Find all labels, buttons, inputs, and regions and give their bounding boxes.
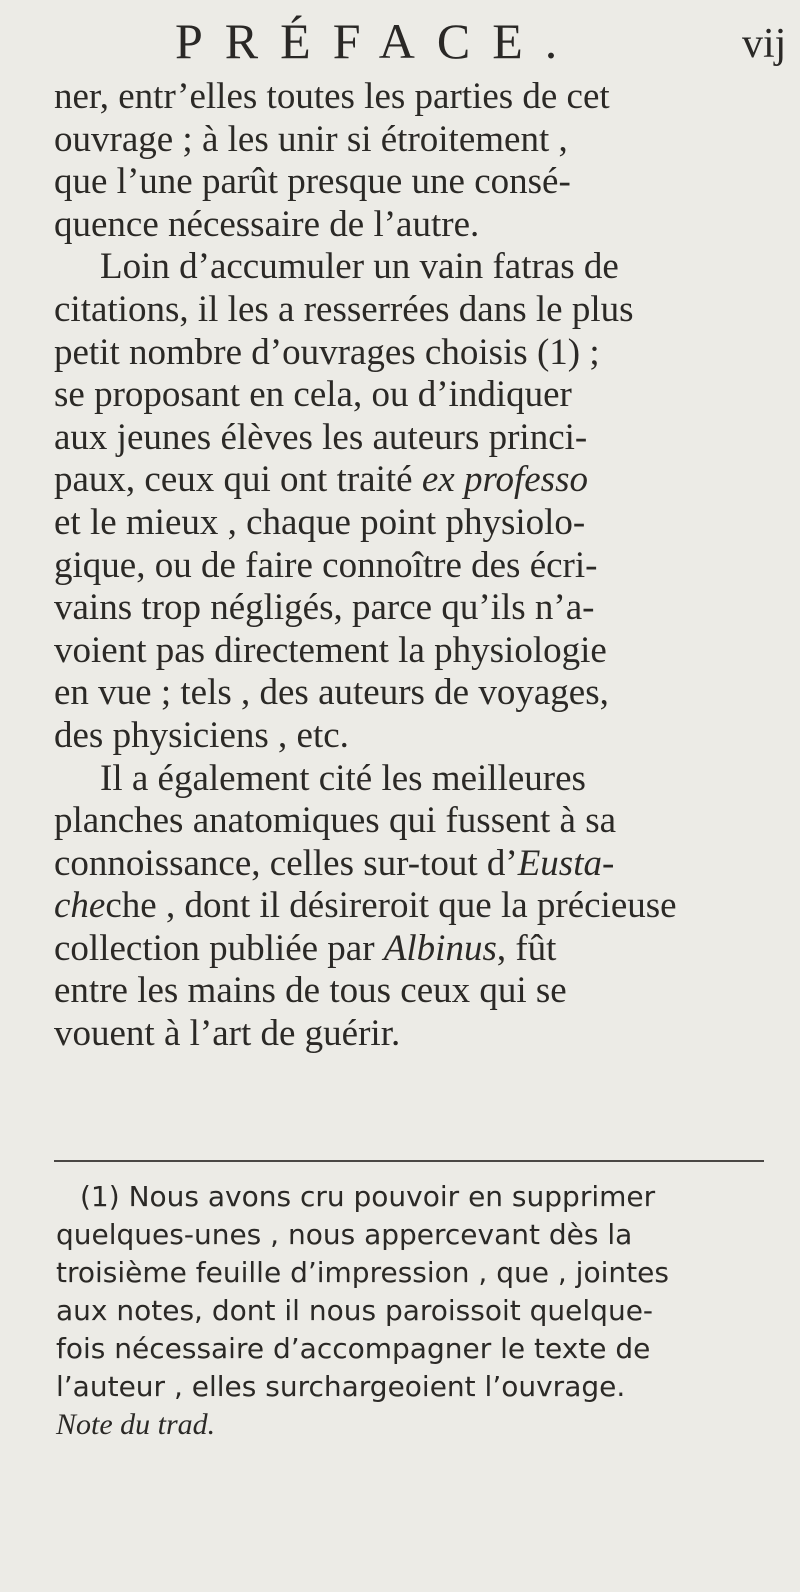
text-segment: paux, ceux qui ont traité: [54, 459, 413, 501]
footnote-line: aux notes, dont il nous paroissoit quelque-: [56, 1294, 654, 1327]
text-segment: collection publiée par: [54, 927, 375, 969]
text-line: [54, 928, 790, 971]
text-line: vouent à l’art de guérir.: [54, 1013, 401, 1055]
text-line: voient pas directement la physiologie: [54, 629, 607, 671]
italic-name: Albinus: [383, 927, 497, 969]
text-segment: che , dont il désireroit que la précieuse: [105, 885, 677, 927]
text-line: que l’une parût presque une consé-: [54, 161, 571, 203]
text-line: aux jeunes élèves les auteurs princi-: [54, 416, 588, 458]
footnote-line: (1) Nous avons cru pouvoir en supprimer: [80, 1180, 656, 1213]
text-line: entre les mains de tous ceux qui se: [54, 970, 567, 1012]
italic-phrase: ex professo: [421, 459, 588, 501]
text-line: planches anatomiques qui fussent à sa: [54, 800, 617, 842]
page-header: [0, 12, 800, 72]
text-line: gique, ou de faire connoître des écri-: [54, 544, 598, 586]
footnote-line: l’auteur , elles surchargeoient l’ouvrage.: [56, 1370, 626, 1403]
translator-note-label: Note du trad.: [56, 1408, 216, 1441]
text-line: Il a également cité les meilleures: [100, 757, 586, 799]
footnote-divider: [54, 1160, 764, 1162]
text-line: en vue ; tels , des auteurs de voyages,: [54, 672, 609, 714]
text-line: [54, 459, 790, 502]
text-segment: connoissance, celles sur-tout d’: [54, 842, 518, 884]
text-line: [54, 843, 790, 886]
page-number: vij: [742, 21, 787, 67]
footnote-line: quelques-unes , nous appercevant dès la: [56, 1218, 633, 1251]
italic-name: che: [54, 885, 106, 927]
footnote-line: troisième feuille d’impression , que , jointes: [56, 1256, 669, 1289]
text-line: ner, entr’elles toutes les parties de cet: [54, 76, 610, 117]
text-line: quence nécessaire de l’autre.: [54, 203, 480, 245]
text-line: vains trop négligés, parce qu’ils n’a-: [54, 587, 595, 629]
text-line: Loin d’accumuler un vain fatras de: [100, 246, 619, 288]
text-line: et le mieux , chaque point physiolo-: [54, 501, 586, 543]
text-line: [54, 885, 790, 928]
footnote: [56, 1178, 792, 1444]
text-line: ouvrage ; à les unir si étroitement ,: [54, 118, 568, 160]
text-line: des physiciens , etc.: [54, 714, 349, 756]
footnote-line: fois nécessaire d’accompagner le texte de: [56, 1332, 651, 1365]
text-line: petit nombre d’ouvrages choisis (1) ;: [54, 331, 600, 373]
italic-name: Eusta-: [517, 842, 615, 884]
running-title: PRÉFACE.: [175, 13, 580, 69]
text-segment: , fût: [496, 927, 557, 969]
text-line: se proposant en cela, ou d’indiquer: [54, 374, 572, 416]
text-line: citations, il les a resserrées dans le plus: [54, 288, 634, 330]
main-text: [54, 76, 790, 1056]
